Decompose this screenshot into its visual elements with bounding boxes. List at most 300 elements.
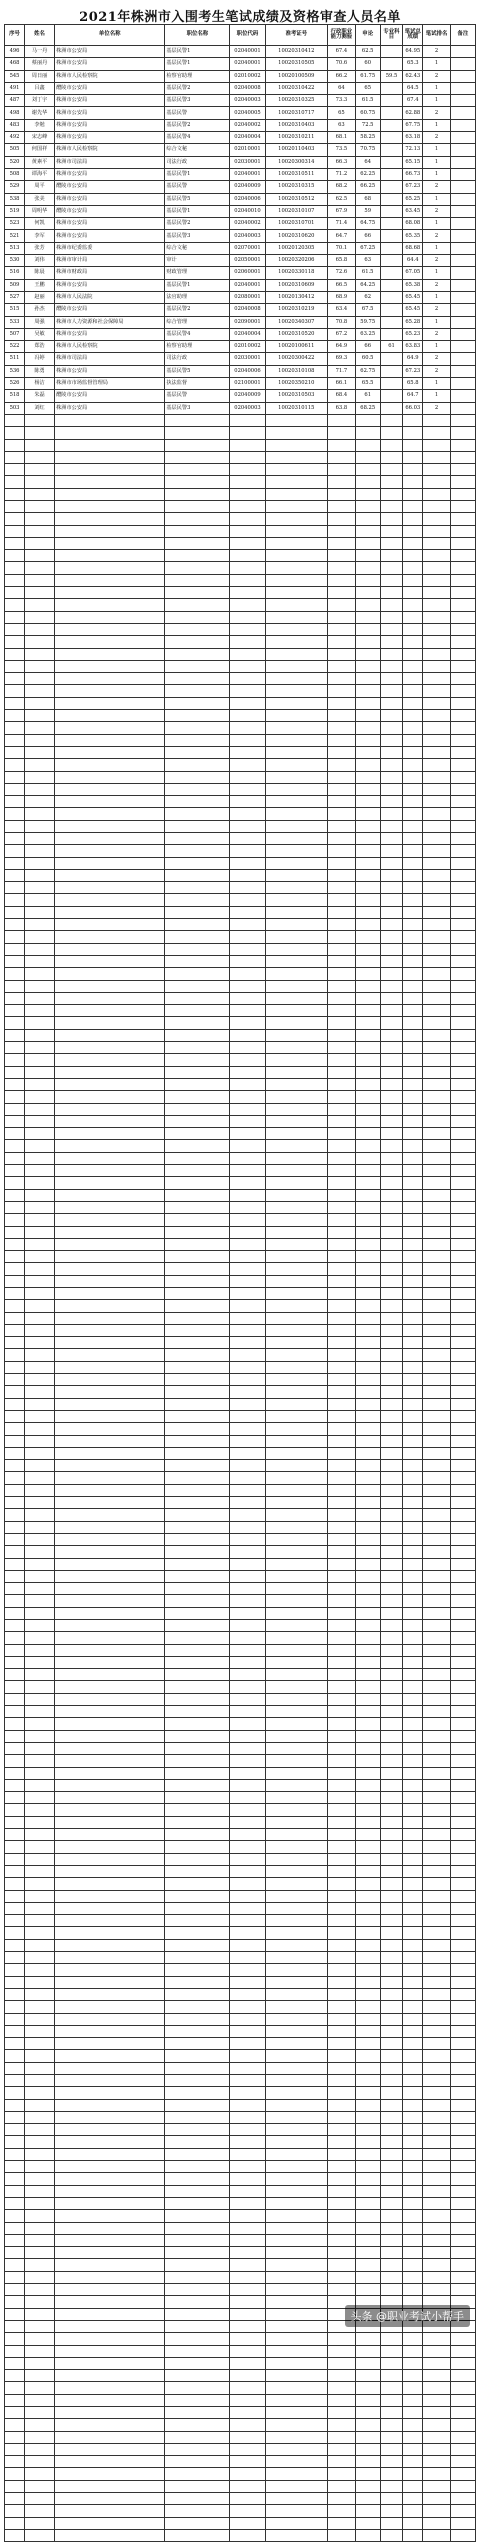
position-code-cell: [230, 611, 265, 623]
total-score-cell: [403, 808, 423, 820]
position-code-cell: 02040006: [230, 193, 265, 205]
serial-cell: [5, 857, 25, 869]
unit-cell: 株洲市公安局: [55, 279, 165, 291]
position-cell: [165, 1263, 230, 1275]
position-cell: [165, 636, 230, 648]
remark-cell: [450, 1226, 475, 1238]
name-cell: [25, 1583, 55, 1595]
position-cell: [165, 1312, 230, 1324]
unit-cell: [55, 1595, 165, 1607]
unit-cell: [55, 2517, 165, 2529]
professional-score-cell: [380, 1165, 403, 1177]
position-cell: [165, 1337, 230, 1349]
position-code-cell: [230, 2062, 265, 2074]
table-row: [5, 1128, 476, 1140]
table-row: [5, 820, 476, 832]
column-header: 专业科目: [380, 25, 403, 46]
serial-cell: [5, 943, 25, 955]
total-score-cell: [403, 1140, 423, 1152]
remark-cell: [450, 1398, 475, 1410]
unit-cell: [55, 587, 165, 599]
table-row: [5, 1423, 476, 1435]
column-header: 准考证号: [265, 25, 328, 46]
total-score-cell: 72.13: [403, 144, 423, 156]
position-cell: [165, 2247, 230, 2259]
rank-cell: [423, 992, 451, 1004]
serial-cell: [5, 500, 25, 512]
rank-cell: [423, 2394, 451, 2406]
position-code-cell: [230, 919, 265, 931]
remark-cell: [450, 1865, 475, 1877]
essay-score-cell: [355, 1878, 380, 1890]
name-cell: [25, 820, 55, 832]
aptitude-score-cell: 71.7: [328, 365, 356, 377]
essay-score-cell: [355, 1558, 380, 1570]
table-row: [5, 1386, 476, 1398]
ticket-number-cell: [265, 648, 328, 660]
remark-cell: [450, 205, 475, 217]
professional-score-cell: [380, 1275, 403, 1287]
total-score-cell: [403, 1115, 423, 1127]
professional-score-cell: [380, 2038, 403, 2050]
ticket-number-cell: [265, 808, 328, 820]
table-row: [5, 119, 476, 131]
unit-cell: [55, 1779, 165, 1791]
aptitude-score-cell: [328, 537, 356, 549]
serial-cell: [5, 2394, 25, 2406]
position-cell: [165, 2087, 230, 2099]
rank-cell: [423, 1460, 451, 1472]
remark-cell: [450, 734, 475, 746]
table-row: [5, 550, 476, 562]
rank-cell: [423, 1902, 451, 1914]
total-score-cell: [403, 710, 423, 722]
name-cell: [25, 2136, 55, 2148]
remark-cell: [450, 1091, 475, 1103]
professional-score-cell: [380, 968, 403, 980]
name-cell: [25, 1447, 55, 1459]
serial-cell: [5, 1656, 25, 1668]
name-cell: 陈晨: [25, 267, 55, 279]
remark-cell: [450, 1054, 475, 1066]
unit-cell: [55, 500, 165, 512]
essay-score-cell: [355, 2284, 380, 2296]
total-score-cell: [403, 1054, 423, 1066]
professional-score-cell: [380, 1718, 403, 1730]
unit-cell: [55, 1201, 165, 1213]
ticket-number-cell: [265, 587, 328, 599]
remark-cell: [450, 168, 475, 180]
name-cell: [25, 2443, 55, 2455]
name-cell: [25, 1558, 55, 1570]
position-cell: [165, 1964, 230, 1976]
ticket-number-cell: [265, 1546, 328, 1558]
serial-cell: [5, 2111, 25, 2123]
name-cell: [25, 648, 55, 660]
name-cell: [25, 1324, 55, 1336]
total-score-cell: [403, 1509, 423, 1521]
essay-score-cell: [355, 968, 380, 980]
unit-cell: [55, 1816, 165, 1828]
total-score-cell: [403, 2247, 423, 2259]
position-cell: [165, 1497, 230, 1509]
serial-cell: [5, 919, 25, 931]
unit-cell: [55, 2197, 165, 2209]
professional-score-cell: [380, 746, 403, 758]
total-score-cell: [403, 2087, 423, 2099]
unit-cell: [55, 1091, 165, 1103]
unit-cell: [55, 464, 165, 476]
ticket-number-cell: [265, 734, 328, 746]
professional-score-cell: [380, 2284, 403, 2296]
remark-cell: [450, 1435, 475, 1447]
aptitude-score-cell: [328, 574, 356, 586]
professional-score-cell: [380, 1497, 403, 1509]
total-score-cell: [403, 894, 423, 906]
essay-score-cell: [355, 906, 380, 918]
professional-score-cell: [380, 58, 403, 70]
position-cell: [165, 1865, 230, 1877]
name-cell: [25, 771, 55, 783]
ticket-number-cell: [265, 980, 328, 992]
remark-cell: [450, 193, 475, 205]
remark-cell: [450, 2222, 475, 2234]
aptitude-score-cell: [328, 1927, 356, 1939]
ticket-number-cell: [265, 1042, 328, 1054]
essay-score-cell: [355, 1374, 380, 1386]
name-cell: [25, 1374, 55, 1386]
remark-cell: [450, 1767, 475, 1779]
rank-cell: [423, 1607, 451, 1619]
unit-cell: [55, 451, 165, 463]
serial-cell: [5, 869, 25, 881]
essay-score-cell: [355, 2136, 380, 2148]
position-cell: 检察官助理: [165, 70, 230, 82]
essay-score-cell: [355, 1755, 380, 1767]
remark-cell: [450, 2468, 475, 2480]
position-cell: [165, 599, 230, 611]
essay-score-cell: 72.5: [355, 119, 380, 131]
unit-cell: [55, 943, 165, 955]
rank-cell: [423, 1140, 451, 1152]
total-score-cell: [403, 1361, 423, 1373]
position-code-cell: 02050001: [230, 255, 265, 267]
name-cell: [25, 1669, 55, 1681]
essay-score-cell: [355, 1005, 380, 1017]
total-score-cell: [403, 1152, 423, 1164]
unit-cell: 株洲市财政局: [55, 267, 165, 279]
aptitude-score-cell: [328, 2271, 356, 2283]
table-row: [5, 193, 476, 205]
rank-cell: [423, 771, 451, 783]
table-row: [5, 1398, 476, 1410]
total-score-cell: [403, 1324, 423, 1336]
essay-score-cell: [355, 2062, 380, 2074]
position-code-cell: [230, 2013, 265, 2025]
serial-cell: 507: [5, 328, 25, 340]
name-cell: [25, 2394, 55, 2406]
position-code-cell: [230, 1140, 265, 1152]
rank-cell: [423, 1706, 451, 1718]
remark-cell: [450, 390, 475, 402]
professional-score-cell: [380, 168, 403, 180]
total-score-cell: 65.35: [403, 230, 423, 242]
ticket-number-cell: 10020310620: [265, 230, 328, 242]
rank-cell: [423, 1509, 451, 1521]
table-row: [5, 857, 476, 869]
total-score-cell: [403, 1890, 423, 1902]
rank-cell: [423, 2210, 451, 2222]
ticket-number-cell: [265, 1853, 328, 1865]
position-cell: 基层民警1: [165, 168, 230, 180]
total-score-cell: [403, 574, 423, 586]
position-cell: [165, 1927, 230, 1939]
position-cell: 综合管理: [165, 316, 230, 328]
table-row: [5, 1472, 476, 1484]
table-row: [5, 1238, 476, 1250]
table-row: [5, 2407, 476, 2419]
rank-cell: [423, 464, 451, 476]
ticket-number-cell: [265, 1115, 328, 1127]
position-cell: [165, 1853, 230, 1865]
serial-cell: [5, 2124, 25, 2136]
serial-cell: [5, 1521, 25, 1533]
remark-cell: [450, 525, 475, 537]
ticket-number-cell: [265, 1829, 328, 1841]
table-row: [5, 1804, 476, 1816]
position-cell: [165, 722, 230, 734]
aptitude-score-cell: [328, 673, 356, 685]
aptitude-score-cell: [328, 587, 356, 599]
name-cell: [25, 2185, 55, 2197]
total-score-cell: [403, 1029, 423, 1041]
ticket-number-cell: [265, 599, 328, 611]
position-cell: [165, 1054, 230, 1066]
aptitude-score-cell: [328, 783, 356, 795]
unit-cell: [55, 2124, 165, 2136]
position-cell: [165, 1742, 230, 1754]
aptitude-score-cell: [328, 919, 356, 931]
position-cell: [165, 2407, 230, 2419]
total-score-cell: [403, 611, 423, 623]
position-cell: [165, 2001, 230, 2013]
rank-cell: [423, 2111, 451, 2123]
unit-cell: [55, 1497, 165, 1509]
rank-cell: [423, 1201, 451, 1213]
essay-score-cell: [355, 882, 380, 894]
serial-cell: [5, 980, 25, 992]
aptitude-score-cell: [328, 1521, 356, 1533]
ticket-number-cell: [265, 1865, 328, 1877]
ticket-number-cell: [265, 1656, 328, 1668]
aptitude-score-cell: [328, 2247, 356, 2259]
total-score-cell: [403, 2161, 423, 2173]
table-row: [5, 1742, 476, 1754]
professional-score-cell: [380, 1312, 403, 1324]
serial-cell: [5, 1718, 25, 1730]
position-code-cell: [230, 537, 265, 549]
serial-cell: [5, 1509, 25, 1521]
rank-cell: [423, 1644, 451, 1656]
remark-cell: [450, 58, 475, 70]
essay-score-cell: [355, 992, 380, 1004]
table-row: [5, 58, 476, 70]
essay-score-cell: 63.25: [355, 328, 380, 340]
position-code-cell: [230, 1853, 265, 1865]
professional-score-cell: [380, 1976, 403, 1988]
professional-score-cell: [380, 2529, 403, 2541]
serial-cell: [5, 722, 25, 734]
name-cell: [25, 427, 55, 439]
aptitude-score-cell: [328, 2431, 356, 2443]
serial-cell: [5, 992, 25, 1004]
aptitude-score-cell: 68.4: [328, 390, 356, 402]
unit-cell: [55, 1841, 165, 1853]
position-code-cell: [230, 2296, 265, 2308]
table-row: [5, 2443, 476, 2455]
serial-cell: [5, 894, 25, 906]
remark-cell: [450, 255, 475, 267]
serial-cell: 483: [5, 119, 25, 131]
rank-cell: [423, 1091, 451, 1103]
serial-cell: [5, 2333, 25, 2345]
aptitude-score-cell: [328, 746, 356, 758]
position-code-cell: [230, 2234, 265, 2246]
position-code-cell: [230, 2185, 265, 2197]
ticket-number-cell: [265, 1177, 328, 1189]
aptitude-score-cell: [328, 906, 356, 918]
essay-score-cell: [355, 894, 380, 906]
ticket-number-cell: [265, 427, 328, 439]
name-cell: [25, 500, 55, 512]
aptitude-score-cell: [328, 1644, 356, 1656]
ticket-number-cell: [265, 2345, 328, 2357]
aptitude-score-cell: [328, 2443, 356, 2455]
name-cell: [25, 574, 55, 586]
table-row: [5, 2136, 476, 2148]
unit-cell: [55, 1238, 165, 1250]
unit-cell: [55, 820, 165, 832]
position-code-cell: [230, 2197, 265, 2209]
position-cell: [165, 2161, 230, 2173]
professional-score-cell: [380, 759, 403, 771]
remark-cell: [450, 464, 475, 476]
rank-cell: [423, 845, 451, 857]
position-code-cell: [230, 476, 265, 488]
table-row: [5, 255, 476, 267]
serial-cell: [5, 2185, 25, 2197]
aptitude-score-cell: [328, 980, 356, 992]
rank-cell: [423, 2050, 451, 2062]
name-cell: 谭海平: [25, 168, 55, 180]
rank-cell: [423, 2468, 451, 2480]
professional-score-cell: [380, 710, 403, 722]
professional-score-cell: [380, 402, 403, 414]
remark-cell: [450, 1718, 475, 1730]
rank-cell: [423, 697, 451, 709]
name-cell: 黄素平: [25, 156, 55, 168]
total-score-cell: [403, 771, 423, 783]
position-cell: 基层民警3: [165, 402, 230, 414]
name-cell: [25, 1533, 55, 1545]
rank-cell: [423, 1927, 451, 1939]
serial-cell: [5, 1988, 25, 2000]
unit-cell: 株洲市公安局: [55, 58, 165, 70]
remark-cell: [450, 1939, 475, 1951]
professional-score-cell: [380, 1128, 403, 1140]
aptitude-score-cell: [328, 1816, 356, 1828]
position-code-cell: 02040002: [230, 119, 265, 131]
total-score-cell: [403, 427, 423, 439]
name-cell: 张美: [25, 193, 55, 205]
total-score-cell: [403, 1792, 423, 1804]
position-code-cell: [230, 734, 265, 746]
name-cell: 郑浩: [25, 341, 55, 353]
unit-cell: [55, 919, 165, 931]
rank-cell: 2: [423, 328, 451, 340]
table-row: [5, 1447, 476, 1459]
table-row: [5, 1595, 476, 1607]
rank-cell: [423, 1177, 451, 1189]
rank-cell: [423, 1287, 451, 1299]
table-row: [5, 1201, 476, 1213]
professional-score-cell: [380, 2234, 403, 2246]
rank-cell: [423, 2407, 451, 2419]
essay-score-cell: [355, 1386, 380, 1398]
unit-cell: [55, 1337, 165, 1349]
unit-cell: [55, 427, 165, 439]
serial-cell: [5, 955, 25, 967]
rank-cell: 1: [423, 390, 451, 402]
unit-cell: [55, 1447, 165, 1459]
name-cell: [25, 1804, 55, 1816]
unit-cell: [55, 2308, 165, 2320]
serial-cell: [5, 1140, 25, 1152]
unit-cell: [55, 845, 165, 857]
remark-cell: [450, 304, 475, 316]
professional-score-cell: [380, 1435, 403, 1447]
rank-cell: [423, 1263, 451, 1275]
position-code-cell: 02040002: [230, 218, 265, 230]
professional-score-cell: [380, 1681, 403, 1693]
aptitude-score-cell: [328, 1005, 356, 1017]
position-code-cell: [230, 1287, 265, 1299]
aptitude-score-cell: [328, 2345, 356, 2357]
remark-cell: [450, 1890, 475, 1902]
professional-score-cell: [380, 1238, 403, 1250]
ticket-number-cell: [265, 611, 328, 623]
position-code-cell: 02040001: [230, 279, 265, 291]
serial-cell: [5, 1804, 25, 1816]
remark-cell: [450, 2407, 475, 2419]
total-score-cell: [403, 1165, 423, 1177]
name-cell: [25, 968, 55, 980]
total-score-cell: [403, 1017, 423, 1029]
essay-score-cell: [355, 562, 380, 574]
position-cell: [165, 894, 230, 906]
rank-cell: [423, 513, 451, 525]
total-score-cell: [403, 1226, 423, 1238]
table-row: [5, 537, 476, 549]
position-code-cell: [230, 1054, 265, 1066]
name-cell: [25, 1460, 55, 1472]
serial-cell: [5, 1386, 25, 1398]
aptitude-score-cell: [328, 2001, 356, 2013]
position-cell: [165, 2443, 230, 2455]
position-cell: 基层民警2: [165, 82, 230, 94]
position-cell: [165, 451, 230, 463]
name-cell: [25, 1742, 55, 1754]
